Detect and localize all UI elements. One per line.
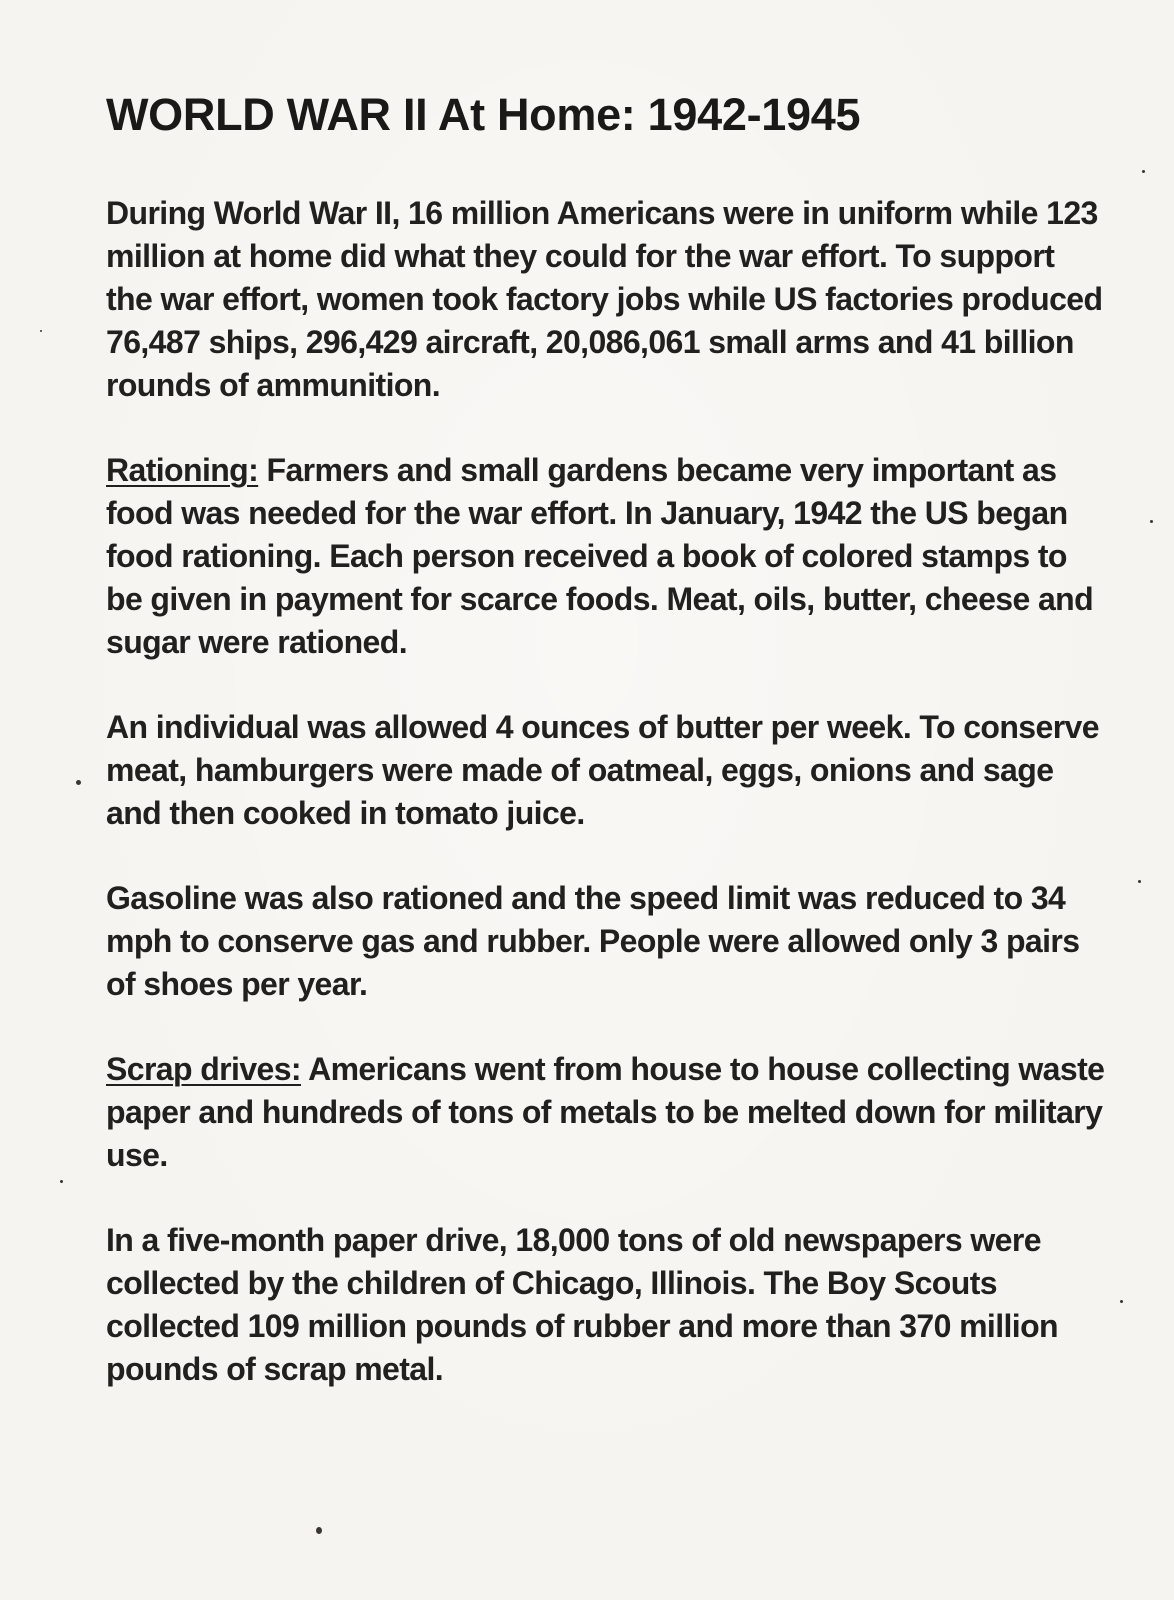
intro-text: During World War II, 16 million Americans were in uniform while 123 million at home did what they could for the war effort. To support the war effort, women took factory jobs while US factories produced 76,487 ships, 296,429 aircraft, 20,086,061 small arms and 41 billion rounds of ammunition. [106,195,1103,403]
gasoline-paragraph [106,877,1106,1006]
scan-speck [60,1180,63,1183]
scan-speck [76,780,81,785]
scan-speck [1138,880,1141,883]
scrap-drives-text: Americans went from house to house collecting waste paper and hundreds of tons of metals to be melted down for military use. [106,1051,1105,1173]
scrap-drives-paragraph [106,1048,1106,1177]
document-title: WORLD WAR II At Home: 1942-1945 [106,89,861,140]
scan-speck [1120,1300,1123,1303]
document-body [106,86,1106,1391]
butter-paragraph [106,706,1106,835]
paper-drive-paragraph [106,1219,1106,1391]
scan-speck [1150,520,1153,523]
scrap-drives-heading: Scrap drives: [106,1051,301,1087]
scan-speck [316,1527,322,1534]
rationing-paragraph [106,449,1106,664]
scan-speck [1142,170,1145,173]
rationing-text: Farmers and small gardens became very important as food was needed for the war effort. In January, 1942 the US began food rationing. Each person received a book of colored stamps to be given in payment for scarce foods. Meat, oils, butter, cheese and sugar were rationed. [106,452,1094,660]
gasoline-text: Gasoline was also rationed and the speed limit was reduced to 34 mph to conserve gas and rubber. People were allowed only 3 pairs of shoes per year. [106,880,1080,1002]
paper-drive-text: In a five-month paper drive, 18,000 tons of old newspapers were collected by the children of Chicago, Illinois. The Boy Scouts collected 109 million pounds of rubber and more than 370 million pounds of scrap metal. [106,1222,1058,1387]
butter-text: An individual was allowed 4 ounces of butter per week. To conserve meat, hamburgers were made of oatmeal, eggs, onions and sage and then cooked in tomato juice. [106,709,1099,831]
scan-speck [40,330,42,332]
intro-paragraph [106,192,1106,407]
rationing-heading: Rationing: [106,452,259,488]
